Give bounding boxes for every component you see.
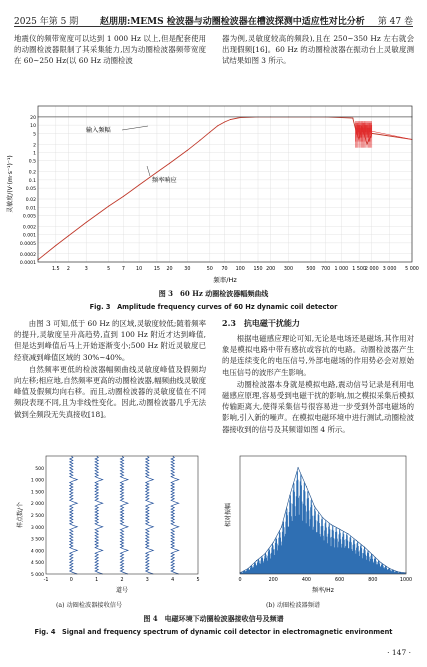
fig4b-data-point: [356, 540, 357, 541]
fig4a-x-tick-label: 0: [69, 578, 73, 583]
fig4a-traces: [70, 456, 179, 574]
fig3-x-tick-label: 700: [321, 267, 331, 272]
fig4a-y-tick-label: 5 000: [30, 573, 44, 578]
fig4b-data-point: [339, 529, 340, 530]
fig3-y-tick-label: 2: [33, 143, 36, 149]
fig3-caption-en: Fig. 3 Amplitude frequency curves of 60 Hz dynamic coil detector: [89, 303, 338, 311]
fig3-y-tick-label: 0.5: [28, 159, 36, 165]
fig3-y-tick-label: 0.001: [22, 233, 36, 239]
fig4b-x-tick-label: 0: [238, 578, 242, 583]
fig4-caption-en: Fig. 4 Signal and frequency spectrum of dynamic coil detector in electromagnetic environment: [34, 628, 393, 636]
fig3-x-tick-label: 20: [166, 267, 173, 272]
fig4b-data-point: [264, 553, 265, 554]
fig3-data-point: [389, 136, 390, 137]
fig4a-axes: [31, 466, 200, 583]
fig3-x-tick-label: 5: [107, 267, 111, 272]
fig3-y-tick-label: 1: [33, 151, 36, 157]
fig3-x-tick-label: 50: [206, 267, 213, 272]
running-header-volume: 第 47 卷: [377, 17, 413, 27]
fig3-x-tick-label: 3: [84, 267, 88, 272]
fig4a-x-tick-label: 1: [95, 578, 99, 583]
fig3-annotation-response: 频率响应: [152, 177, 177, 184]
fig4a-y-tick-label: 4 500: [30, 561, 44, 567]
fig3-data-point: [187, 150, 188, 151]
fig4b-spectrum-bars: [240, 471, 405, 574]
fig4a-x-tick-label: 2: [120, 578, 124, 583]
top-paragraph-right: 器为例,灵敏度较高的频段),且在 250~350 Hz 左右就会出现假频[16]。60 Hz 的动圈检波器在振动台上灵敏度测试结果如图 3 所示。: [222, 34, 414, 66]
fig4b-spectrum: [240, 467, 407, 574]
fig3-x-tick-label: 1 000: [334, 267, 349, 272]
fig3-y-axis: [20, 115, 36, 266]
body-paragraph: 动圈检波器本身就是模拟电路,震动信号记录是利用电磁感应原理,容易受到电磁干扰的影响,加之模拟采集后模拟传输距离大,使得采集信号很容易进一步受到外部电磁场的影响,引入新的噪声。在模拟电磁环境中进行测试,动圈检波器接收到的信号及其频谱如图 4 所示。: [222, 379, 414, 434]
page-number: · 147 ·: [387, 648, 411, 657]
fig4a-trace: [120, 456, 128, 574]
fig4a-x-tick-label: 4: [171, 578, 175, 583]
fig4a-y-label: 样点数/个: [17, 501, 24, 529]
fig4a-x-tick-label: 5: [196, 578, 200, 583]
fig4b-axes: [238, 577, 412, 583]
fig4b-data-point: [389, 568, 390, 569]
fig4a-plot-frame: [46, 456, 198, 574]
fig3-series: [38, 116, 413, 260]
fig3-data-point: [230, 119, 231, 120]
fig3-y-tick-label: 0.005: [22, 214, 36, 220]
fig4b-data-point: [381, 562, 382, 563]
fig4b-data-point: [298, 467, 299, 468]
fig3-x-tick-label: 30: [184, 267, 191, 272]
fig3-data-point: [199, 140, 200, 141]
fig4b-x-label: 频率/Hz: [312, 587, 334, 594]
fig3-annotation-leader-response: [147, 166, 150, 176]
fig4b-data-point: [397, 571, 398, 572]
fig4b-data-point: [273, 542, 274, 543]
fig3-x-label: 频率/Hz: [213, 276, 237, 284]
fig3-y-tick-label: 0.02: [25, 198, 36, 204]
fig3-x-tick-label: 7: [121, 267, 125, 272]
fig4a-trace: [146, 456, 154, 574]
fig4b-data-point: [306, 486, 307, 487]
section-heading: 2.3 抗电磁干扰能力: [222, 318, 300, 328]
fig4a-x-tick-label: 3: [145, 578, 149, 583]
fig3-data-point: [55, 245, 56, 246]
fig3-x-tick-label: 5 000: [405, 267, 419, 272]
fig3-data-point: [68, 235, 69, 236]
running-header-title: 赵朋朋:MEMS 检波器与动圈检波器在槽波探测中适应性对比分析: [100, 17, 365, 27]
body-paragraph: 由图 3 可知,低于 60 Hz 的区域,灵敏度较低;随着频率的提升,灵敏度呈升高趋势,直到 100 Hz 附近才达到峰值,但是达到峰值后马上开始逐渐变小;500 Hz 附近灵敏度已经衰减到峰值区域的 30%~40%。: [14, 319, 206, 362]
fig3-y-tick-label: 5: [33, 132, 36, 138]
fig3-y-tick-label: 0.05: [25, 187, 36, 193]
body-paragraph: 根据电磁感应理论可知,无论是电场还是磁场,其作用对象是模拟电路中带有感抗或容抗的电路。动圈检波器产生的是连续变化的电压信号,外部电磁场的作用势必会对原始电压信号的波形产生影响。: [222, 334, 414, 377]
fig3-data-point: [352, 118, 353, 119]
fig4b-subcaption: (b) 动圈检波器频谱: [266, 602, 321, 609]
running-header-issue: 2025 年第 5 期: [14, 17, 79, 27]
fig4b-data-point: [281, 526, 282, 527]
fig3-y-tick-label: 10: [30, 124, 36, 130]
fig3-data-point: [86, 222, 87, 223]
fig3-annotation-leader-input: [122, 126, 148, 130]
fig3-y-tick-label: 20: [30, 115, 36, 121]
fig4a-y-tick-label: 2 500: [30, 514, 44, 519]
fig3-noise-tail: [372, 131, 412, 139]
fig3-x-tick-label: 150: [253, 267, 263, 272]
fig4b-x-tick-label: 200: [268, 578, 278, 583]
fig4b-data-point: [314, 506, 315, 507]
fig3-data-point: [156, 172, 157, 173]
fig4b-data-point: [331, 524, 332, 525]
fig4a-y-tick-label: 1 500: [30, 490, 44, 496]
fig3-data-point: [123, 196, 124, 197]
fig4b-data-point: [347, 533, 348, 534]
fig4a-y-tick-label: 3 500: [30, 537, 44, 543]
fig4a-y-tick-label: 4 000: [30, 549, 44, 555]
body-paragraph: 自然频率更低的检波器幅频曲线灵敏度峰值及假频均向左移;相应地,自然频率更高的动圈检波器,幅频曲线灵敏度峰值及假频均向右移。而且,动圈检波器的灵敏度值在不同频段表现不同,且为非线性变化。因此,动圈检波器几乎无法做到全频段无失真接收[18]。: [14, 364, 206, 419]
fig4b-data-point: [248, 568, 249, 569]
header-rule: [14, 26, 413, 27]
fig3-y-label: 灵敏度/(V·(m·s⁻¹)⁻¹): [7, 155, 14, 213]
fig3-data-point: [139, 185, 140, 186]
fig3-x-tick-label: 2 000: [364, 267, 379, 272]
fig3-caption-cn: 图 3 60 Hz 动圈检波器幅频曲线: [158, 289, 269, 298]
fig4a-y-tick-label: 3 000: [30, 525, 44, 531]
fig3-y-tick-label: 0.2: [28, 170, 36, 176]
fig3-y-tick-label: 0.0005: [19, 241, 36, 247]
fig3-y-tick-label: 0.0001: [19, 261, 36, 266]
fig4a-trace: [171, 456, 179, 574]
fig3-x-tick-label: 10: [136, 267, 143, 272]
fig4b-data-point: [289, 495, 290, 496]
figure-3-chart: [0, 100, 427, 286]
fig4b-x-tick-label: 600: [335, 578, 345, 583]
fig3-x-tick-label: 15: [153, 267, 160, 272]
fig3-x-tick-label: 300: [283, 267, 294, 272]
fig4b-x-tick-label: 1000: [399, 578, 413, 583]
fig3-data-point: [108, 206, 109, 207]
fig4b-x-tick-label: 800: [368, 578, 378, 583]
fig4a-trace: [70, 456, 78, 574]
fig3-x-tick-label: 1.5: [51, 267, 60, 272]
fig4a-x-tick-label: -1: [43, 578, 49, 583]
fig3-x-tick-label: 100: [235, 267, 245, 272]
fig4a-y-tick-label: 500: [35, 466, 44, 472]
fig3-x-tick-label: 500: [306, 267, 316, 272]
fig3-x-tick-label: 3 000: [382, 267, 397, 272]
figure-4a-chart: [14, 452, 206, 602]
fig4-caption-cn: 图 4 电磁环境下动圈检波器接收信号及频谱: [143, 614, 284, 623]
fig3-y-tick-label: 0.01: [25, 206, 36, 212]
fig4a-x-label: 道号: [115, 587, 129, 594]
fig3-data-point: [224, 122, 225, 123]
fig3-y-tick-label: 0.002: [22, 225, 36, 231]
fig4b-x-tick-label: 400: [301, 578, 311, 583]
fig3-data-point: [209, 132, 210, 133]
body-right-column: [222, 333, 414, 435]
fig4b-y-label: 相对振幅: [225, 502, 232, 528]
fig4a-subcaption: (a) 动圈检波器接收信号: [56, 602, 123, 609]
fig4a-y-tick-label: 2 000: [30, 502, 44, 508]
fig3-data-point: [217, 125, 218, 126]
fig3-annotation-input: 输入频幅: [86, 127, 111, 134]
fig4b-data-point: [364, 547, 365, 548]
fig3-x-tick-label: 1 500: [352, 267, 366, 272]
fig3-data-point: [169, 163, 170, 164]
fig3-y-tick-label: 0.0002: [19, 252, 36, 258]
fig4b-data-point: [372, 554, 373, 555]
fig4b-data-point: [256, 560, 257, 561]
fig4a-trace: [95, 456, 103, 574]
fig3-y-tick-label: 0.1: [28, 178, 36, 184]
fig3-x-tick-label: 70: [221, 267, 228, 272]
fig3-x-axis: [52, 266, 419, 272]
fig3-x-tick-label: 200: [266, 267, 276, 272]
fig4a-y-tick-label: 1 000: [30, 478, 44, 484]
body-left-column: [14, 318, 206, 420]
fig4b-data-point: [323, 518, 324, 519]
fig3-x-tick-label: 2: [66, 267, 70, 272]
top-paragraph-left: 地震仪的频带宽度可以达到 1 000 Hz 以上,但是配套使用的动圈检波器限制了其采集能力,因为动圈检波器频带宽度在 60~250 Hz(以 60 Hz 动圈检波: [14, 34, 206, 66]
figure-4b-chart: [222, 452, 414, 602]
